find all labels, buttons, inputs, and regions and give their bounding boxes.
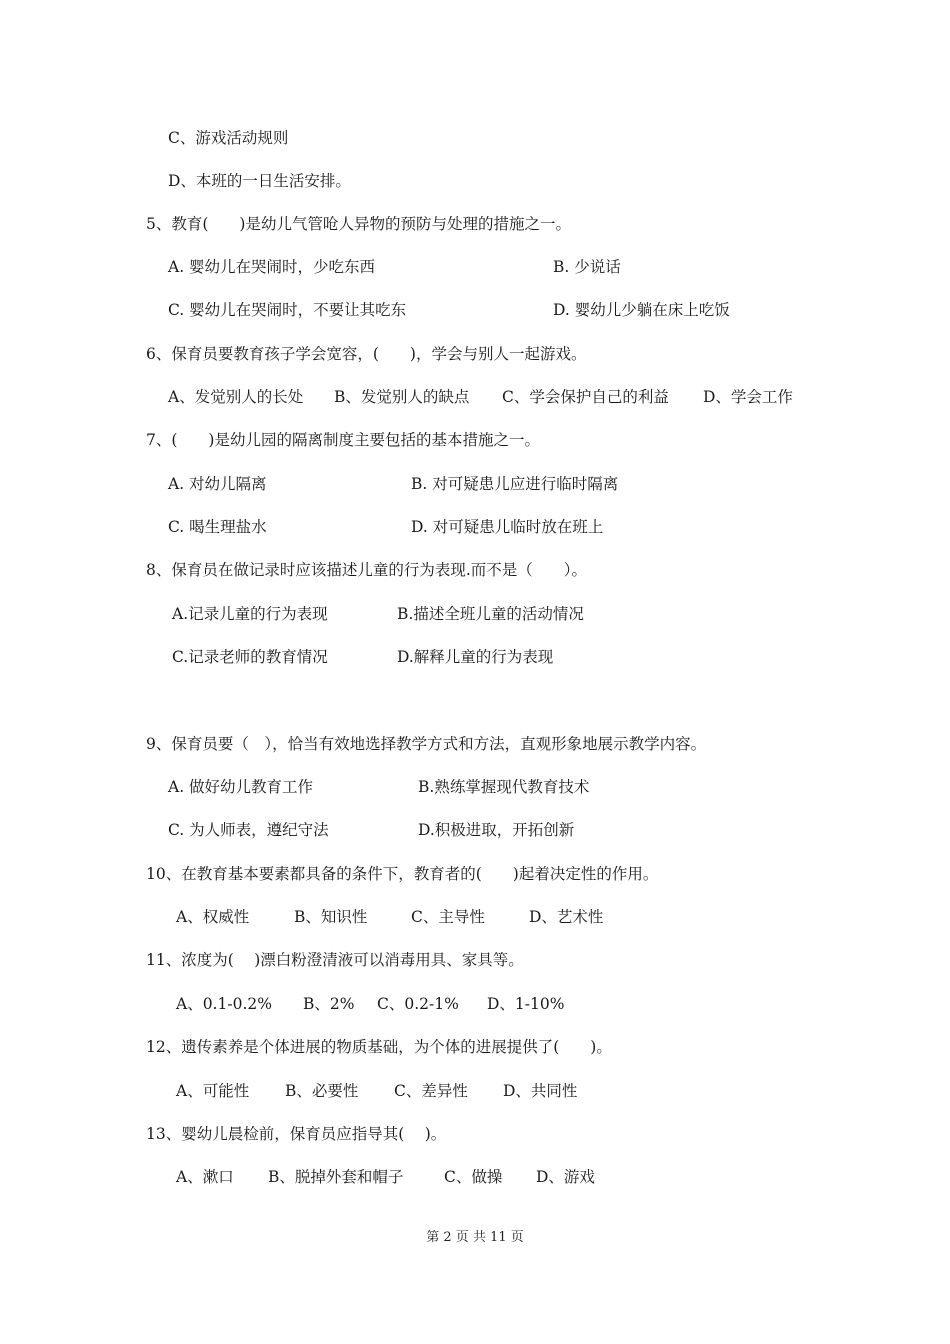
q8-option-b: B.描述全班儿童的活动情况 — [397, 605, 584, 623]
q12-option-a: A、可能性 — [176, 1082, 250, 1100]
option-d-prev: D、本班的一日生活安排。 — [168, 172, 351, 190]
q12-option-c: C、差异性 — [394, 1082, 468, 1100]
q5-option-b: B. 少说话 — [553, 258, 621, 276]
q9-option-a: A. 做好幼儿教育工作 — [168, 778, 314, 796]
q7-option-c: C. 喝生理盐水 — [168, 518, 267, 536]
q6-option-b: B、发觉别人的缺点 — [334, 388, 470, 406]
question-5: 5、教育( )是幼儿气管呛人异物的预防与处理的措施之一。 — [146, 215, 571, 233]
q10-option-b: B、知识性 — [294, 908, 368, 926]
question-10: 10、在教育基本要素都具备的条件下，教育者的( )起着决定性的作用。 — [146, 865, 659, 883]
question-11: 11、浓度为( )漂白粉澄清液可以消毒用具、家具等。 — [146, 951, 524, 969]
q6-option-a: A、发觉别人的长处 — [168, 388, 304, 406]
question-8: 8、保育员在做记录时应该描述儿童的行为表现.而不是（ ）。 — [146, 561, 588, 579]
q5-option-a: A. 婴幼儿在哭闹时，少吃东西 — [168, 258, 376, 276]
q8-option-c: C.记录老师的教育情况 — [172, 648, 328, 666]
q13-option-a: A、漱口 — [176, 1168, 234, 1186]
q11-option-a: A、0.1-0.2% — [176, 995, 272, 1013]
q10-option-a: A、权威性 — [176, 908, 250, 926]
q11-option-b: B、2% — [303, 995, 355, 1013]
page-footer: 第 2 页 共 11 页 — [426, 1230, 524, 1245]
q11-option-c: C、0.2-1% — [377, 995, 459, 1013]
q8-option-a: A.记录儿童的行为表现 — [172, 605, 328, 623]
q10-option-c: C、主导性 — [411, 908, 485, 926]
q7-option-d: D. 对可疑患儿临时放在班上 — [411, 518, 604, 536]
q7-option-a: A. 对幼儿隔离 — [168, 475, 267, 493]
question-6: 6、保育员要教育孩子学会宽容，( )，学会与别人一起游戏。 — [146, 345, 587, 363]
q5-option-d: D. 婴幼儿少躺在床上吃饭 — [553, 301, 730, 319]
q13-option-c: C、做操 — [444, 1168, 503, 1186]
question-7: 7、( )是幼儿园的隔离制度主要包括的基本措施之一。 — [146, 431, 540, 449]
q13-option-d: D、游戏 — [536, 1168, 595, 1186]
q11-option-d: D、1-10% — [487, 995, 565, 1013]
q13-option-b: B、脱掉外套和帽子 — [268, 1168, 404, 1186]
q12-option-d: D、共同性 — [503, 1082, 578, 1100]
question-12: 12、遗传素养是个体进展的物质基础，为个体的进展提供了( )。 — [146, 1038, 612, 1056]
q9-option-d: D.积极进取，开拓创新 — [418, 821, 575, 839]
option-c-prev: C、游戏活动规则 — [168, 129, 289, 147]
q12-option-b: B、必要性 — [285, 1082, 359, 1100]
question-9: 9、保育员要（ ），恰当有效地选择教学方式和方法，直观形象地展示教学内容。 — [146, 735, 707, 753]
q6-option-c: C、学会保护自己的利益 — [502, 388, 669, 406]
q9-option-c: C. 为人师表，遵纪守法 — [168, 821, 329, 839]
q7-option-b: B. 对可疑患儿应进行临时隔离 — [411, 475, 619, 493]
q5-option-c: C. 婴幼儿在哭闹时，不要让其吃东 — [168, 301, 407, 319]
question-13: 13、婴幼儿晨检前，保育员应指导其( )。 — [146, 1125, 447, 1143]
q8-option-d: D.解释儿童的行为表现 — [397, 648, 554, 666]
q6-option-d: D、学会工作 — [703, 388, 793, 406]
q10-option-d: D、艺术性 — [529, 908, 604, 926]
q9-option-b: B.熟练掌握现代教育技术 — [418, 778, 590, 796]
